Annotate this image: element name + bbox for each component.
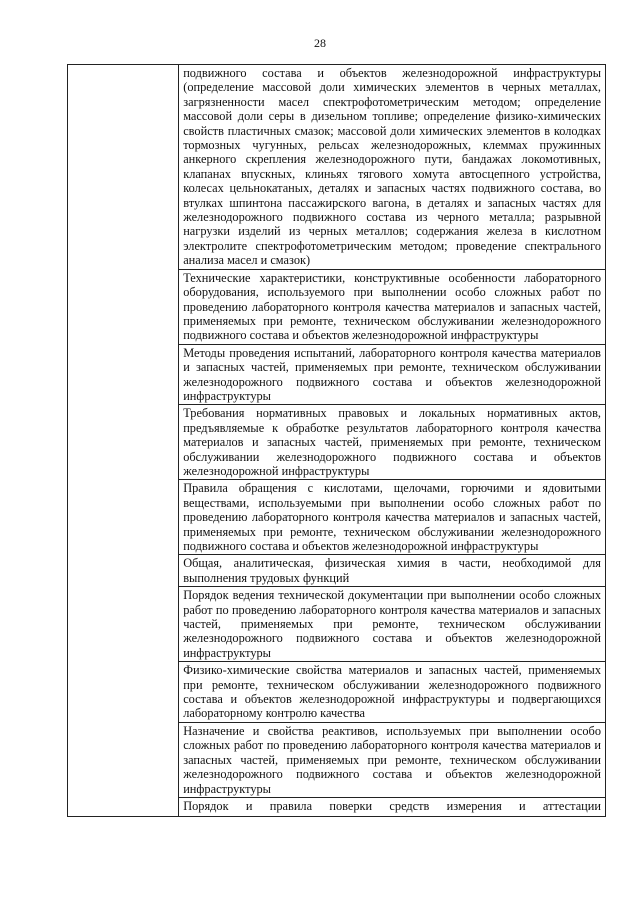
- table-cell-text: Порядок и правила поверки средств измерения и аттестации: [179, 797, 606, 816]
- table-cell-text: Правила обращения с кислотами, щелочами, горючими и ядовитыми веществами, используемыми при выполнении особо сложных работ по проведению лабораторного контроля качества материалов и запасных частей, применяемых при ремонте, техническом обслуживании железнодорожного подвижного состава и объектов железнодорожной инфраструктуры: [179, 480, 606, 555]
- table-row: [68, 65, 606, 270]
- table-cell-text: Назначение и свойства реактивов, используемых при выполнении особо сложных работ по проведению лабораторного контроля качества материалов и запасных частей, применяемых при ремонте, техническом обслуживании железнодорожного подвижного состава и объектов железнодорожной инфраструктуры: [179, 722, 606, 797]
- table-cell-text: Порядок ведения технической документации при выполнении особо сложных работ по проведению лабораторного контроля качества материалов и запасных частей, применяемых при ремонте, техническом обслуживании железнодорожного подвижного состава и объектов железнодорожной инфраструктуры: [179, 587, 606, 662]
- knowledge-table: [67, 64, 606, 817]
- table-cell-text: Общая, аналитическая, физическая химия в части, необходимой для выполнения трудовых функций: [179, 555, 606, 587]
- table-cell-text: подвижного состава и объектов железнодорожной инфраструктуры (определение массовой доли химических элементов в черных металлах, загрязненности масел спектрофотометрическим методом; определение массовой доли серы в дизельном топливе; определение физико-химических свойств пластичных смазок; массовой доли химических элементов в колодках тормозных чугунных, рельсах железнодорожных, клеммах пружинных анкерного скрепления железнодорожного пути, бандажах локомотивных, клапанах впускных, клиньях тягового хомута автосцепного устройства, колесах цельнокатаных, деталях и запасных частях подвижного состава, во втулках шпинтона пассажирского вагона, в деталях и запасных частях для железнодорожного подвижного состава из черного металла; разрывной нагрузки изделий из черных металлов; содержания железа в кислотном электролите спектрофотометрическим методом; проведение спектрального анализа масел и смазок): [179, 65, 606, 270]
- page-number: 28: [314, 36, 326, 50]
- table-left-cell: [68, 65, 179, 817]
- table-cell-text: Требования нормативных правовых и локальных нормативных актов, предъявляемые к обработке результатов лабораторного контроля качества материалов и запасных частей, применяемых при ремонте, техническом обслуживании железнодорожного подвижного состава и объектов железнодорожной инфраструктуры: [179, 405, 606, 480]
- table-cell-text: Технические характеристики, конструктивные особенности лабораторного оборудования, используемого при выполнении особо сложных работ по проведению лабораторного контроля качества материалов и запасных частей, применяемых при ремонте, техническом обслуживании железнодорожного подвижного состава и объектов железнодорожной инфраструктуры: [179, 269, 606, 344]
- table-cell-text: Физико-химические свойства материалов и запасных частей, применяемых при ремонте, техническом обслуживании железнодорожного подвижного состава и объектов железнодорожной инфраструктуры и подвергающихся лабораторному контролю качества: [179, 662, 606, 723]
- table-cell-text: Методы проведения испытаний, лабораторного контроля качества материалов и запасных частей, применяемых при ремонте, техническом обслуживании железнодорожного подвижного состава и объектов железнодорожной инфраструктуры: [179, 344, 606, 405]
